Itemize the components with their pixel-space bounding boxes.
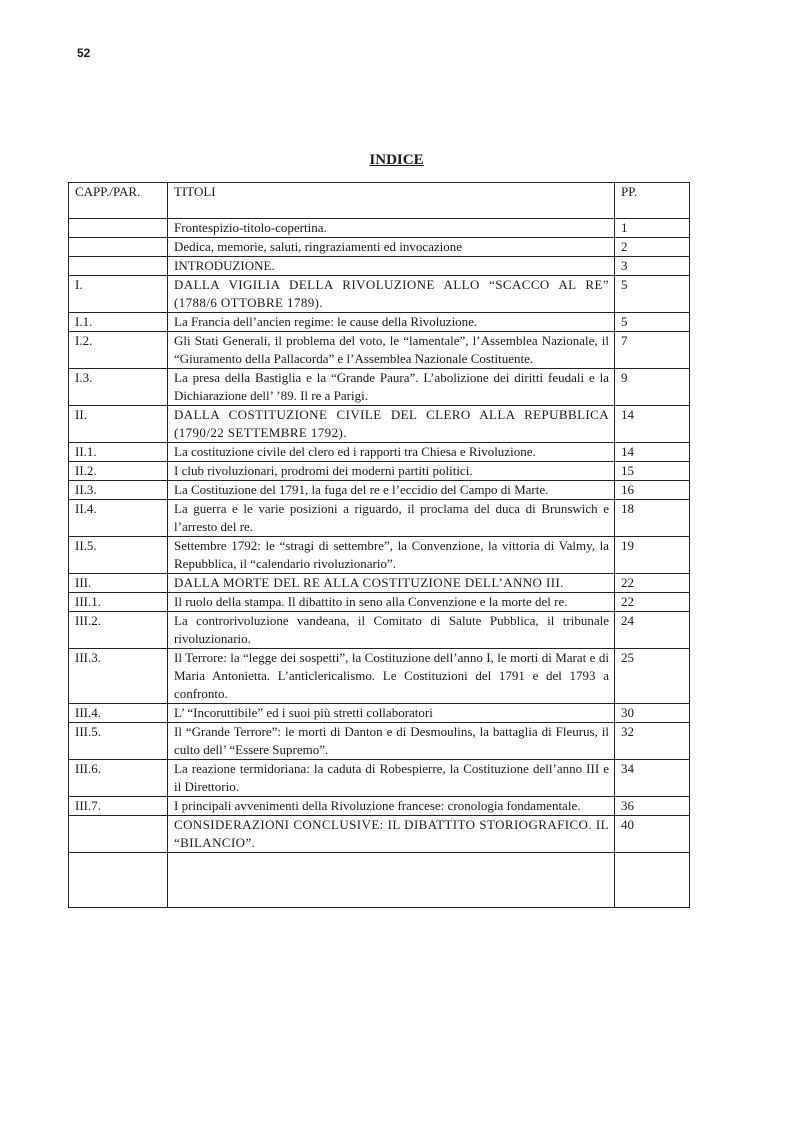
chapter-title: Gli Stati Generali, il problema del voto, le “lamentale”, l’Assemblea Nazionale, il “Giuramento della Pallacorda” e l’Assemblea Nazionale Costituente. [168, 332, 615, 369]
table-row [69, 612, 690, 649]
page-ref: 19 [615, 537, 690, 574]
empty-cell [69, 853, 168, 908]
page-ref: 7 [615, 332, 690, 369]
chapter-title: Settembre 1792: le “stragi di settembre”, la Convenzione, la vittoria di Valmy, la Repubblica, il “calendario rivoluzionario”. [168, 537, 615, 574]
chapter-title: INTRODUZIONE. [168, 257, 615, 276]
chapter-number: I.2. [69, 332, 168, 369]
chapter-number: III.6. [69, 760, 168, 797]
header-cap: CAPP./PAR. [69, 183, 168, 219]
table-row [69, 481, 690, 500]
chapter-title: Il ruolo della stampa. Il dibattito in seno alla Convenzione e la morte del re. [168, 593, 615, 612]
table-row [69, 332, 690, 369]
chapter-title: La reazione termidoriana: la caduta di Robespierre, la Costituzione dell’anno III e il Direttorio. [168, 760, 615, 797]
page-number: 52 [77, 46, 91, 60]
chapter-title: La controrivoluzione vandeana, il Comitato di Salute Pubblica, il tribunale rivoluzionario. [168, 612, 615, 649]
page-ref: 34 [615, 760, 690, 797]
page-ref: 18 [615, 500, 690, 537]
page-ref: 16 [615, 481, 690, 500]
page-ref: 32 [615, 723, 690, 760]
chapter-title: Dedica, memorie, saluti, ringraziamenti ed invocazione [168, 238, 615, 257]
chapter-number: I. [69, 276, 168, 313]
chapter-title: La guerra e le varie posizioni a riguardo, il proclama del duca di Brunswich e l’arresto del re. [168, 500, 615, 537]
table-row [69, 238, 690, 257]
empty-row [69, 853, 690, 908]
table-row [69, 500, 690, 537]
table-row [69, 219, 690, 238]
page-ref: 5 [615, 276, 690, 313]
page-ref: 36 [615, 797, 690, 816]
page-ref: 5 [615, 313, 690, 332]
chapter-number: I.3. [69, 369, 168, 406]
header-pp: PP. [615, 183, 690, 219]
page-ref: 25 [615, 649, 690, 704]
chapter-number: II.3. [69, 481, 168, 500]
chapter-number: II.4. [69, 500, 168, 537]
chapter-title: Frontespizio-titolo-copertina. [168, 219, 615, 238]
chapter-title: La Costituzione del 1791, la fuga del re e l’eccidio del Campo di Marte. [168, 481, 615, 500]
page-ref: 22 [615, 574, 690, 593]
table-row [69, 760, 690, 797]
chapter-number: III.7. [69, 797, 168, 816]
table-row [69, 797, 690, 816]
chapter-number: II.5. [69, 537, 168, 574]
chapter-number: III.1. [69, 593, 168, 612]
page-ref: 40 [615, 816, 690, 853]
page-ref: 2 [615, 238, 690, 257]
chapter-title: DALLA MORTE DEL RE ALLA COSTITUZIONE DELL’ANNO III. [168, 574, 615, 593]
index-table [68, 182, 690, 908]
chapter-number [69, 238, 168, 257]
empty-cell [615, 853, 690, 908]
chapter-title: La Francia dell’ancien regime: le cause della Rivoluzione. [168, 313, 615, 332]
chapter-title: La presa della Bastiglia e la “Grande Paura”. L’abolizione dei diritti feudali e la Dichiarazione dell’ ’89. Il re a Parigi. [168, 369, 615, 406]
chapter-number: II. [69, 406, 168, 443]
page-ref: 1 [615, 219, 690, 238]
page-ref: 30 [615, 704, 690, 723]
table-row [69, 257, 690, 276]
page-ref: 3 [615, 257, 690, 276]
table-header-row [69, 183, 690, 219]
table-row [69, 574, 690, 593]
chapter-title: I club rivoluzionari, prodromi dei moderni partiti politici. [168, 462, 615, 481]
table-row [69, 537, 690, 574]
chapter-number [69, 816, 168, 853]
table-row [69, 593, 690, 612]
table-row [69, 723, 690, 760]
chapter-number: III.5. [69, 723, 168, 760]
table-row [69, 369, 690, 406]
empty-cell [168, 853, 615, 908]
page-ref: 24 [615, 612, 690, 649]
header-titoli: TITOLI [168, 183, 615, 219]
chapter-title: DALLA VIGILIA DELLA RIVOLUZIONE ALLO “SCACCO AL RE” (1788/6 OTTOBRE 1789). [168, 276, 615, 313]
chapter-title: I principali avvenimenti della Rivoluzione francese: cronologia fondamentale. [168, 797, 615, 816]
chapter-number: I.1. [69, 313, 168, 332]
table-row [69, 443, 690, 462]
chapter-title: CONSIDERAZIONI CONCLUSIVE: IL DIBATTITO STORIOGRAFICO. IL “BILANCIO”. [168, 816, 615, 853]
chapter-number: II.2. [69, 462, 168, 481]
chapter-number: III.3. [69, 649, 168, 704]
chapter-title: Il “Grande Terrore”: le morti di Danton e di Desmoulins, la battaglia di Fleurus, il culto dell’ “Essere Supremo”. [168, 723, 615, 760]
table-row [69, 406, 690, 443]
page-ref: 15 [615, 462, 690, 481]
chapter-title: L’ “Incoruttibile” ed i suoi più stretti collaboratori [168, 704, 615, 723]
chapter-title: Il Terrore: la “legge dei sospetti”, la Costituzione dell’anno I, le morti di Marat e di Maria Antonietta. L’anticlericalismo. Le Costituzioni del 1791 e del 1793 a confronto. [168, 649, 615, 704]
chapter-number: III. [69, 574, 168, 593]
table-row [69, 462, 690, 481]
chapter-number [69, 219, 168, 238]
table-row [69, 704, 690, 723]
page-title: INDICE [369, 152, 424, 168]
page-ref: 14 [615, 443, 690, 462]
table-row [69, 816, 690, 853]
page-ref: 22 [615, 593, 690, 612]
chapter-number: II.1. [69, 443, 168, 462]
table-row [69, 313, 690, 332]
page-ref: 14 [615, 406, 690, 443]
table-row [69, 649, 690, 704]
table-row [69, 276, 690, 313]
chapter-number: III.4. [69, 704, 168, 723]
chapter-number: III.2. [69, 612, 168, 649]
chapter-title: DALLA COSTITUZIONE CIVILE DEL CLERO ALLA REPUBBLICA (1790/22 SETTEMBRE 1792). [168, 406, 615, 443]
page-ref: 9 [615, 369, 690, 406]
chapter-number [69, 257, 168, 276]
chapter-title: La costituzione civile del clero ed i rapporti tra Chiesa e Rivoluzione. [168, 443, 615, 462]
